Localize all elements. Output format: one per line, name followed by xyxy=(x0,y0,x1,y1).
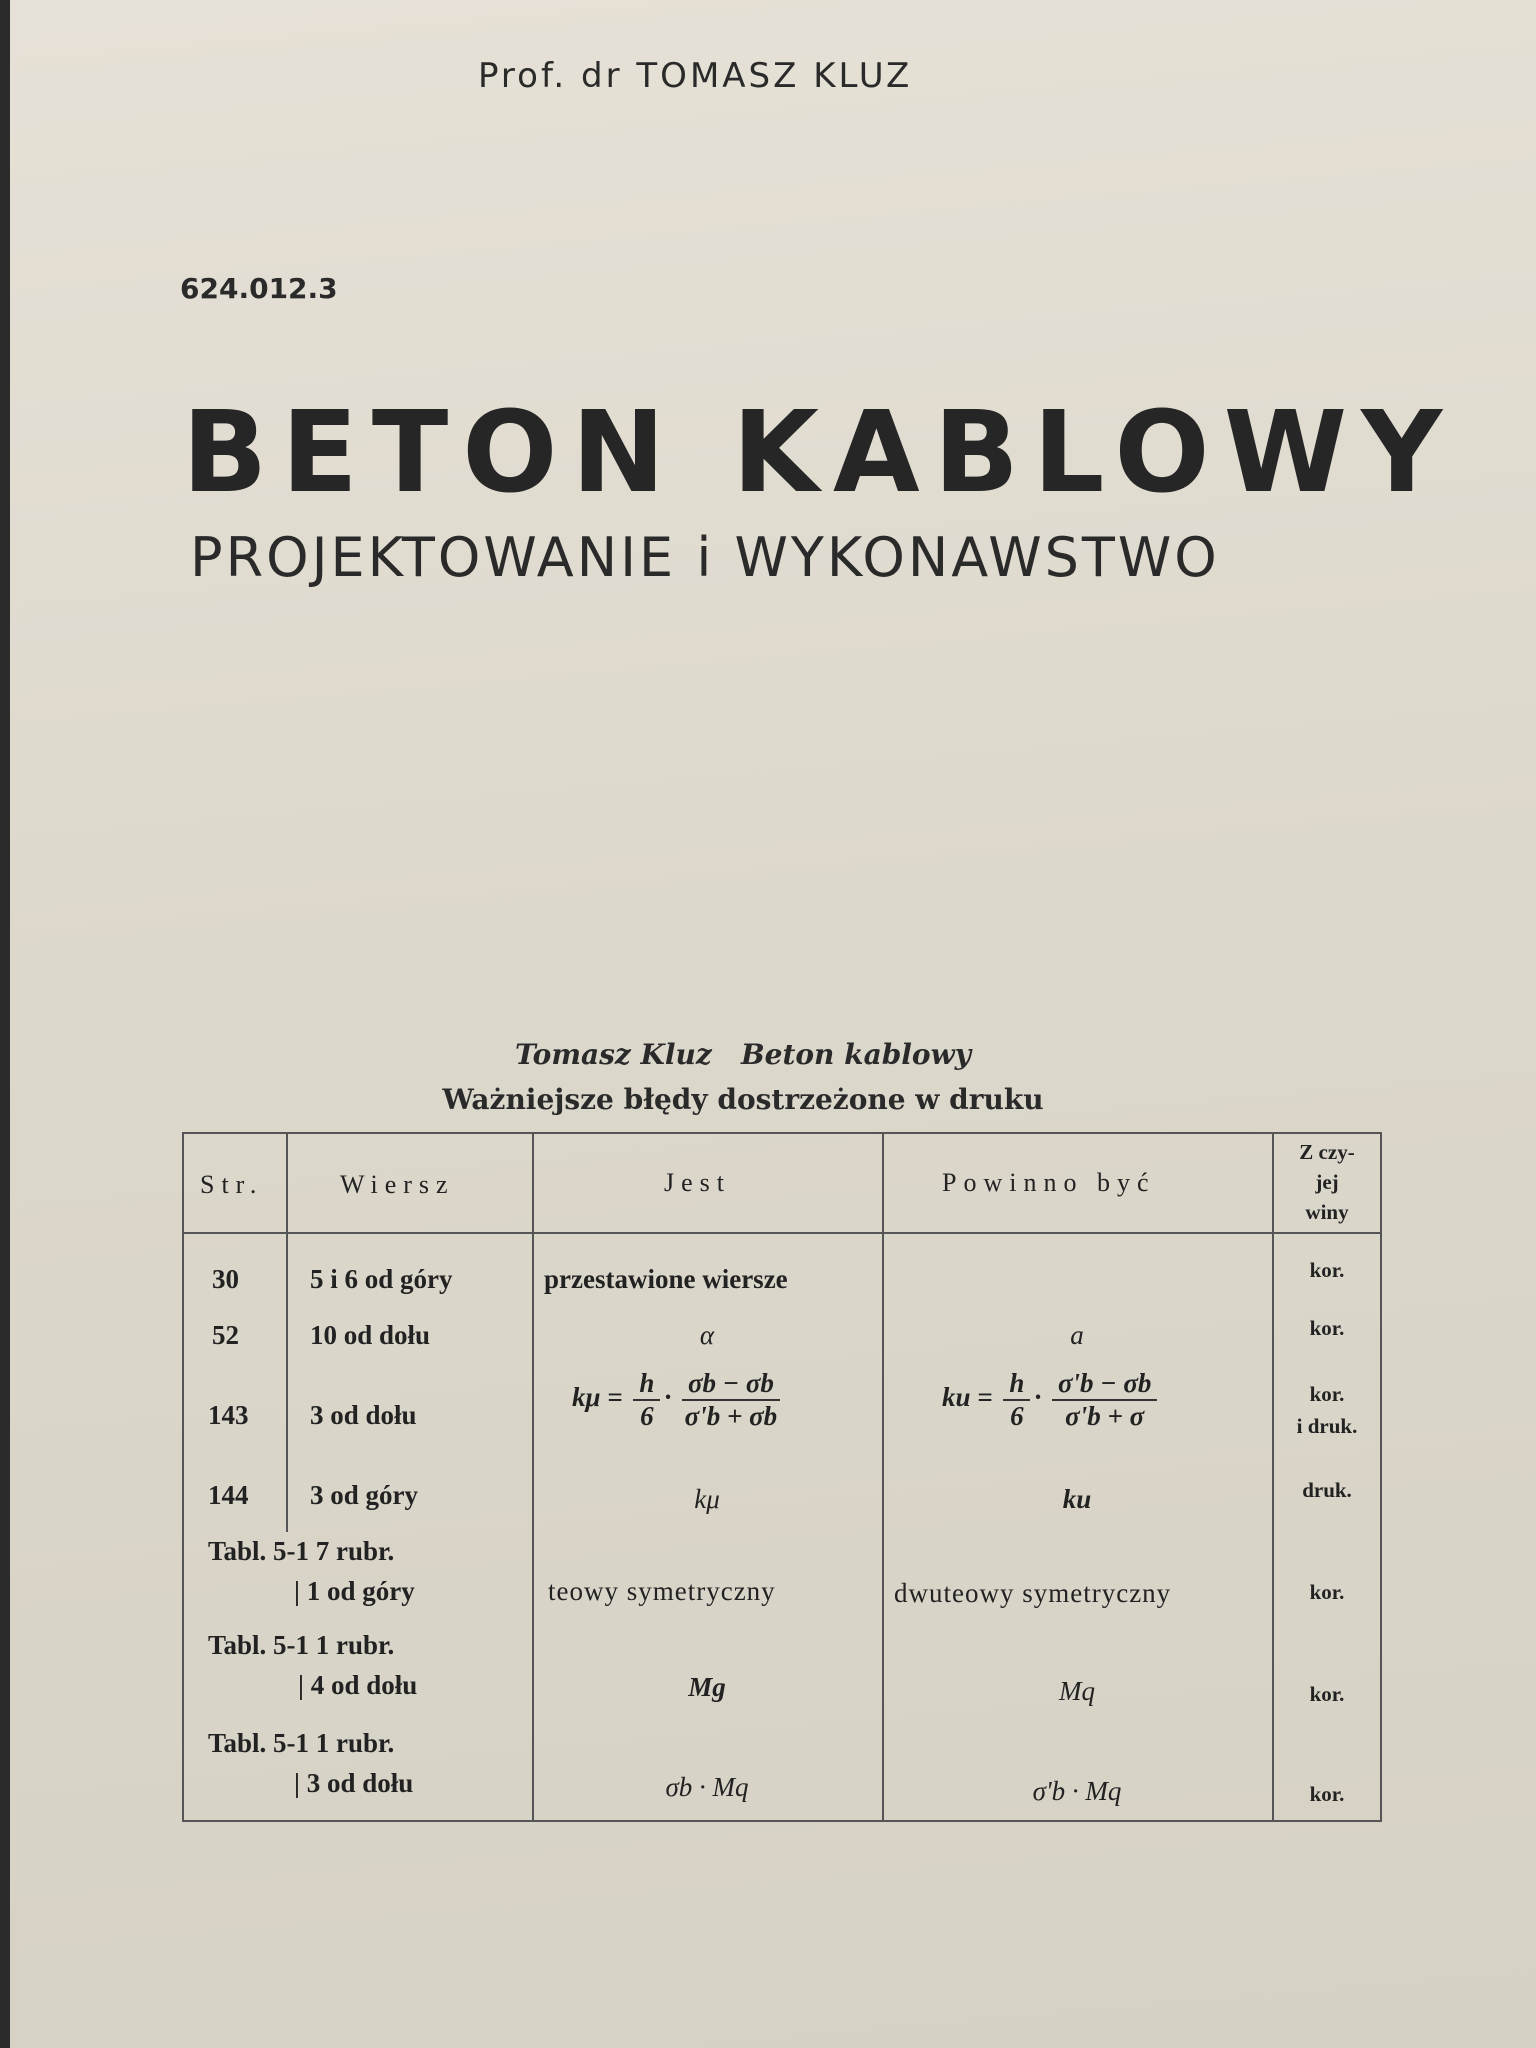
col-header-wina-2: jej xyxy=(1315,1170,1339,1194)
book-subtitle: PROJEKTOWANIE i WYKONAWSTWO xyxy=(190,526,1220,589)
row4-str: 144 xyxy=(208,1480,249,1510)
row3-jest-lhs: kμ = xyxy=(572,1382,623,1413)
row5-wiersz-1: Tabl. 5-1 7 rubr. xyxy=(208,1536,395,1566)
row7-wina: kor. xyxy=(1309,1782,1345,1806)
col-header-wina-3: winy xyxy=(1305,1200,1349,1224)
row2-str: 52 xyxy=(212,1320,239,1350)
col-header-wina-1: Z czy- xyxy=(1299,1140,1355,1164)
row1-jest: przestawione wiersze xyxy=(544,1264,788,1294)
row4-jest: kμ xyxy=(694,1484,720,1514)
row3-jest-num: σb − σb xyxy=(682,1368,780,1401)
row5-powinno: dwuteowy symetryczny xyxy=(894,1578,1172,1608)
row3-pow-h: h xyxy=(1003,1368,1030,1401)
row4-wina: druk. xyxy=(1302,1478,1352,1502)
row3-jest-h: h xyxy=(633,1368,660,1401)
row6-jest: Mg xyxy=(688,1672,726,1702)
row6-wina: kor. xyxy=(1309,1682,1345,1706)
row3-jest-formula: kμ = $\frac{h}{6}$ · $\frac{\sigma b - \sigma b}{\sigma'b + \sigma b}$ xyxy=(572,1368,784,1432)
row4-powinno: ku xyxy=(1062,1484,1092,1514)
row3-pow-6: 6 xyxy=(1010,1401,1024,1431)
row3-powinno-formula: ku = $\frac{h}{6}$ · $\frac{\sigma'b - \sigma b}{\sigma'b + \sigma}$ xyxy=(942,1368,1161,1432)
row3-pow-lhs: ku = xyxy=(942,1382,993,1413)
row5-wina: kor. xyxy=(1309,1580,1345,1604)
row6-wiersz-1: Tabl. 5-1 1 rubr. xyxy=(208,1630,395,1660)
row3-wiersz: 3 od dołu xyxy=(310,1400,417,1430)
row1-wina: kor. xyxy=(1309,1258,1345,1282)
row3-pow-den: σ'b + σ xyxy=(1065,1401,1145,1431)
row5-wiersz-2: | 1 od góry xyxy=(294,1576,415,1606)
errata-title: Ważniejsze błędy dostrzeżone w druku xyxy=(442,1083,1044,1116)
row2-jest: α xyxy=(699,1320,715,1350)
row2-wina: kor. xyxy=(1309,1316,1345,1340)
row7-powinno: σ'b · Mq xyxy=(1032,1776,1122,1806)
row1-str: 30 xyxy=(212,1264,239,1294)
row4-wiersz: 3 od góry xyxy=(310,1480,418,1510)
col-header-powinno: Powinno być xyxy=(942,1168,1156,1197)
col-header-str: Str. xyxy=(200,1170,264,1199)
row3-pow-num: σ'b − σb xyxy=(1052,1368,1157,1401)
row3-str: 143 xyxy=(208,1400,249,1430)
row6-wiersz-2-text: 4 od dołu xyxy=(310,1670,418,1700)
col-header-jest: Jest xyxy=(664,1168,731,1197)
row3-jest-6: 6 xyxy=(640,1401,654,1431)
row1-wiersz: 5 i 6 od góry xyxy=(310,1264,453,1294)
errata-table xyxy=(182,1132,1382,1822)
row7-wiersz-2-text: 3 od dołu xyxy=(306,1768,414,1798)
row3-wina-1: kor. xyxy=(1309,1382,1345,1406)
row3-jest-den: σ'b + σb xyxy=(684,1401,778,1431)
document-page xyxy=(10,0,1536,2048)
row5-jest: teowy symetryczny xyxy=(548,1576,776,1606)
book-title: BETON KABLOWY xyxy=(182,388,1457,518)
row6-powinno: Mq xyxy=(1059,1676,1095,1706)
row6-wiersz-2: | 4 od dołu xyxy=(298,1670,418,1700)
udc-number: 624.012.3 xyxy=(180,272,338,305)
row2-powinno: a xyxy=(1070,1320,1084,1350)
row3-wina-2: i druk. xyxy=(1296,1414,1358,1438)
row7-jest: σb · Mq xyxy=(665,1772,749,1802)
row5-wiersz-2-text: 1 od góry xyxy=(306,1576,415,1606)
author-line: Prof. dr TOMASZ KLUZ xyxy=(478,56,913,96)
row7-wiersz-2: | 3 od dołu xyxy=(294,1768,414,1798)
row2-wiersz: 10 od dołu xyxy=(310,1320,431,1350)
errata-book-reference: Tomasz Kluz Beton kablowy xyxy=(515,1038,971,1071)
row7-wiersz-1: Tabl. 5-1 1 rubr. xyxy=(208,1728,395,1758)
col-header-wiersz: Wiersz xyxy=(340,1170,455,1199)
